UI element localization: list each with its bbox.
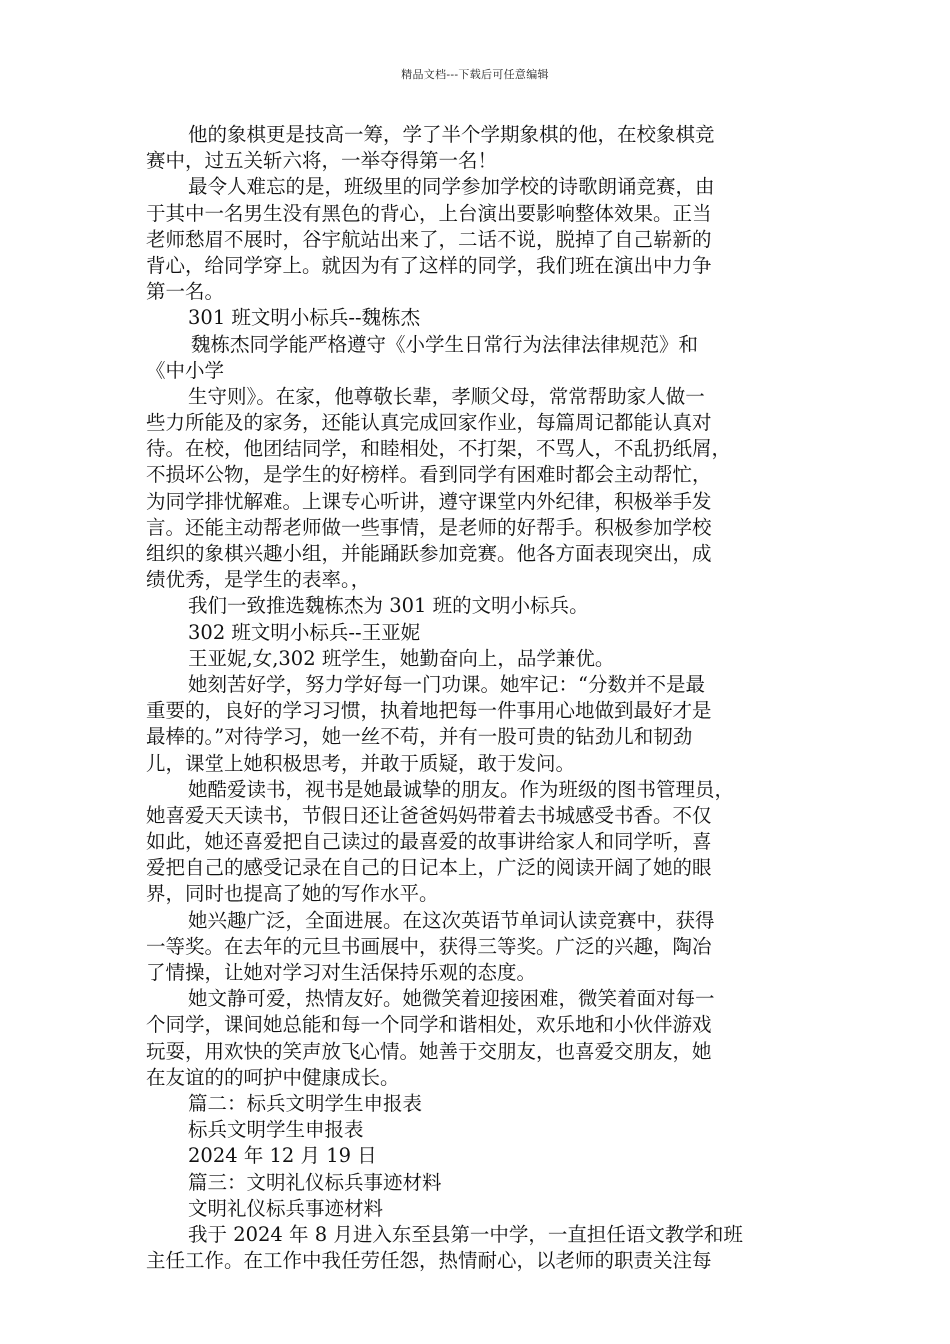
text-line: 她酷爱读书，视书是她最诚挚的朋友。作为班级的图书管理员，: [188, 777, 735, 801]
text-line: 最棒的。”对待学习，她一丝不苟，并有一股可贵的钻劲儿和韧劲: [146, 725, 693, 749]
text-line: 301 班文明小标兵--魏栋杰: [188, 306, 421, 330]
text-line: 了情操，让她对学习对生活保持乐观的态度。: [146, 961, 537, 984]
text-line: 绩优秀，是学生的表率。，: [146, 568, 371, 592]
text-line: 在友谊的的呵护中健康成长。: [146, 1065, 400, 1089]
text-line: 一等奖。在去年的元旦书画展中，获得三等奖。广泛的兴趣，陶冶: [146, 934, 712, 958]
text-line: 背心，给同学穿上。就因为有了这样的同学，我们班在演出中力争: [146, 253, 712, 277]
text-line: 最令人难忘的是，班级里的同学参加学校的诗歌朗诵竞赛，由: [188, 175, 715, 199]
text-line: 老师愁眉不展时，谷宇航站出来了，二话不说，脱掉了自己崭新的: [146, 227, 712, 251]
text-line: 文明礼仪标兵事迹材料: [188, 1196, 384, 1220]
text-line: 如此，她还喜爱把自己读过的最喜爱的故事讲给家人和同学听，喜: [146, 830, 712, 854]
text-line: 魏栋杰同学能严格遵守《小学生日常行为法律法律规范》和: [191, 332, 699, 356]
text-line: 她文静可爱，热情友好。她微笑着迎接困难，微笑着面对每一: [188, 987, 715, 1011]
text-line: 她刻苦好学，努力学好每一门功课。她牢记：“分数并不是最: [188, 672, 705, 696]
document-body: [146, 122, 810, 1274]
text-line: 玩耍，用欢快的笑声放飞心情。她善于交朋友，也喜爱交朋友，她: [146, 1039, 712, 1063]
page-header: 精品文档---下载后可任意编辑: [401, 68, 549, 81]
text-line: 爱把自己的感受记录在自己的日记本上，广泛的阅读开阔了她的眼: [146, 856, 712, 880]
text-line: 重要的，良好的学习习惯，执着地把每一件事用心地做到最好才是: [146, 699, 712, 723]
text-line: 为同学排忧解难。上课专心听讲，遵守课堂内外纪律，积极举手发: [146, 489, 712, 513]
text-line: 2024 年 12 月 19 日: [188, 1144, 377, 1168]
text-line: 我们一致推选魏栋杰为 301 班的文明小标兵。: [188, 594, 589, 618]
text-line: 我于 2024 年 8 月进入东至县第一中学，一直担任语文教学和班: [188, 1222, 743, 1246]
text-line: 第一名。: [146, 280, 225, 304]
text-line: 言。还能主动帮老师做一些事情，是老师的好帮手。积极参加学校: [146, 515, 712, 539]
text-line: 篇三：文明礼仪标兵事迹材料: [188, 1170, 442, 1194]
text-line: 主任工作。在工作中我任劳任怨，热情耐心，以老师的职责关注每: [146, 1249, 712, 1273]
text-line: 王亚妮,女,302 班学生，她勤奋向上，品学兼优。: [188, 646, 615, 670]
text-line: 他的象棋更是技高一筹，学了半个学期象棋的他，在校象棋竞: [188, 123, 715, 146]
text-line: 篇二：标兵文明学生申报表: [188, 1091, 423, 1115]
text-line: 她喜爱天天读书，节假日还让爸爸妈妈带着去书城感受书香。不仅: [146, 803, 712, 827]
text-line: 于其中一名男生没有黑色的背心，上台演出要影响整体效果。正当: [146, 201, 712, 225]
text-line: 个同学，课间她总能和每一个同学和谐相处，欢乐地和小伙伴游戏: [146, 1013, 712, 1037]
text-line: 待。在校，他团结同学，和睦相处，不打架，不骂人，不乱扔纸屑，: [146, 437, 732, 461]
text-line: 些力所能及的家务，还能认真完成回家作业，每篇周记都能认真对: [146, 411, 712, 435]
text-line: 儿，课堂上她积极思考，并敢于质疑，敢于发问。: [146, 751, 576, 775]
text-line: 《中小学: [146, 358, 225, 382]
text-line: 302 班文明小标兵--王亚妮: [188, 620, 421, 644]
text-line: 赛中，过五关斩六将，一举夺得第一名！: [146, 149, 498, 173]
text-line: 她兴趣广泛，全面进展。在这次英语节单词认读竞赛中，获得: [188, 908, 715, 932]
text-line: 生守则》。在家，他尊敬长辈，孝顺父母，常常帮助家人做一: [188, 384, 705, 408]
text-line: 标兵文明学生申报表: [188, 1118, 364, 1142]
text-line: 组织的象棋兴趣小组，并能踊跃参加竞赛。他各方面表现突出，成: [146, 542, 712, 565]
text-line: 界，同时也提高了她的写作水平。: [146, 882, 439, 906]
text-line: 不损坏公物，是学生的好榜样。看到同学有困难时都会主动帮忙，: [146, 463, 712, 487]
